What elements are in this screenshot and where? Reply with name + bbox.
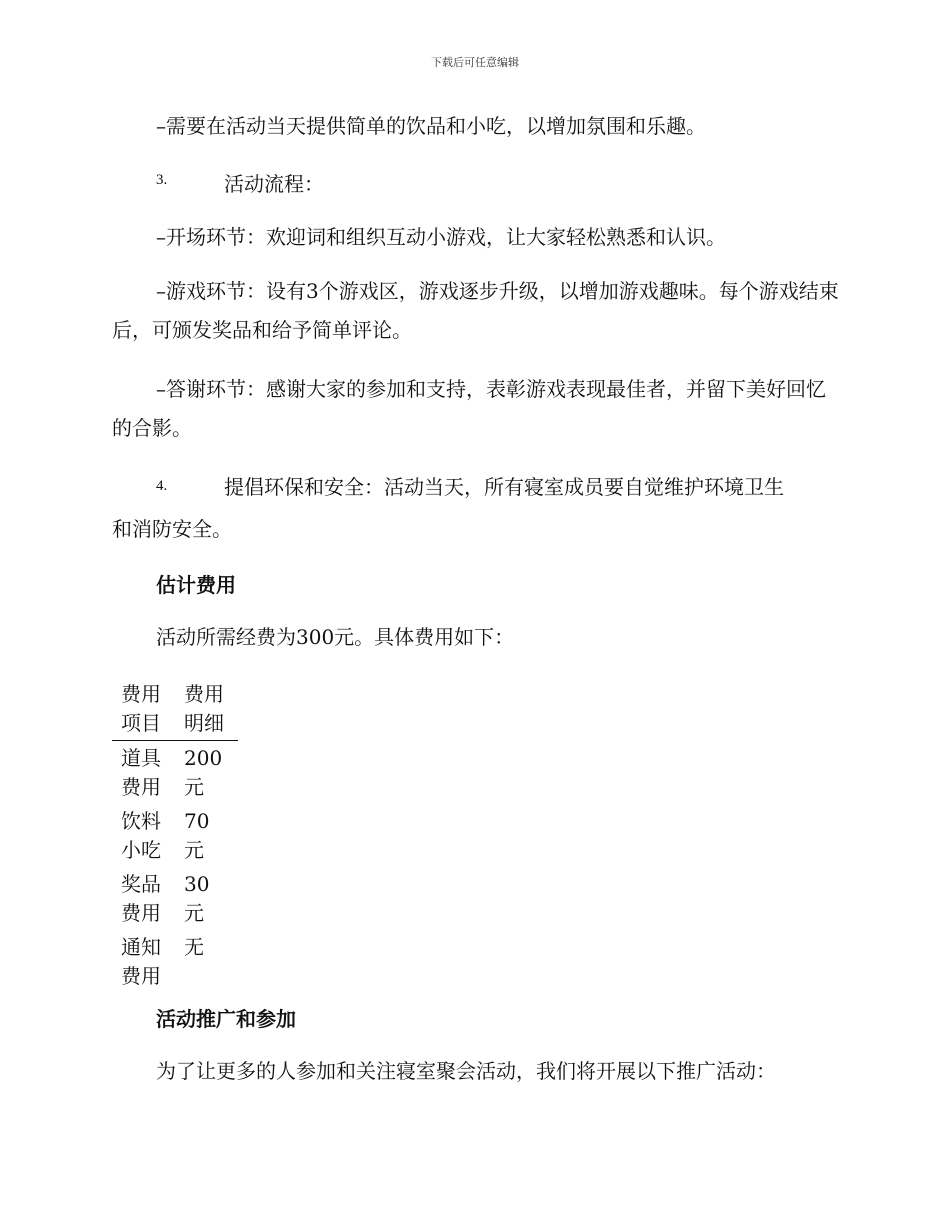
cost-item-cell: 通知费用 bbox=[121, 935, 161, 988]
table-row bbox=[112, 804, 238, 867]
paragraph-thanks: –答谢环节：感谢大家的参加和支持，表彰游戏表现最佳者，并留下美好回忆的合影。 bbox=[112, 377, 826, 440]
cost-item-cell: 奖品费用 bbox=[121, 872, 161, 925]
header-cost-item: 费用项目 bbox=[121, 682, 161, 735]
cost-table bbox=[112, 680, 238, 993]
heading-promotion: 活动推广和参加 bbox=[156, 1007, 296, 1031]
heading-estimated-cost: 估计费用 bbox=[156, 573, 236, 597]
section-3-title: 活动流程： bbox=[224, 172, 324, 196]
cost-detail-cell: 30元 bbox=[184, 872, 210, 925]
section-3-number: 3. bbox=[156, 172, 168, 188]
table-row bbox=[112, 930, 238, 993]
table-row bbox=[112, 867, 238, 930]
paragraph-drinks: –需要在活动当天提供简单的饮品和小吃，以增加氛围和乐趣。 bbox=[156, 114, 706, 138]
table-row bbox=[112, 741, 238, 805]
cost-detail-cell: 200元 bbox=[184, 746, 223, 799]
page-header: 下载后可任意编辑 bbox=[431, 56, 519, 69]
section-4-number: 4. bbox=[156, 478, 168, 494]
section-4-title: 提倡环保和安全：活动当天，所有寝室成员要自觉维护环境卫生 bbox=[224, 475, 784, 499]
paragraph-opening: –开场环节：欢迎词和组织互动小游戏，让大家轻松熟悉和认识。 bbox=[156, 225, 726, 249]
section-4-continuation: 和消防安全。 bbox=[112, 517, 232, 541]
header-cost-detail: 费用明细 bbox=[184, 682, 224, 735]
paragraph-games: –游戏环节：设有3个游戏区，游戏逐步升级，以增加游戏趣味。每个游戏结束后，可颁发奖品和给予简单评论。 bbox=[112, 279, 839, 342]
cost-detail-cell: 无 bbox=[184, 935, 204, 959]
cost-item-cell: 道具费用 bbox=[121, 746, 161, 799]
cost-intro: 活动所需经费为300元。具体费用如下： bbox=[156, 625, 515, 649]
promotion-intro: 为了让更多的人参加和关注寝室聚会活动，我们将开展以下推广活动： bbox=[156, 1059, 776, 1083]
cost-detail-cell: 70元 bbox=[184, 809, 210, 862]
cost-item-cell: 饮料小吃 bbox=[121, 809, 161, 862]
cost-table-header-row bbox=[112, 680, 238, 741]
